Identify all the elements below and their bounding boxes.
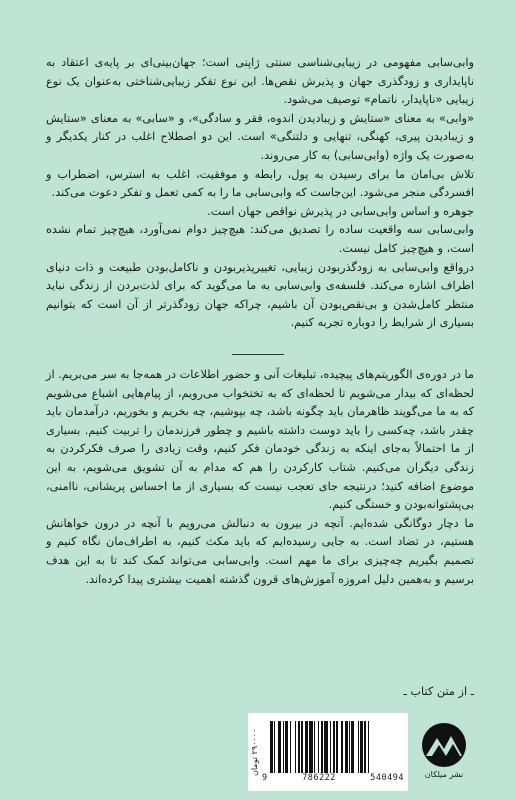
paragraph: وابی‌سابی سه واقعیت ساده را تصدیق می‌کند: هیچ‌چیز دوام نمی‌آورد، هیچ‌چیز تمام نشده است، و هیچ‌چیز کامل نیست. — [46, 223, 474, 255]
mountains-icon — [420, 722, 468, 768]
publisher-logo — [420, 722, 468, 786]
publisher-name: نشر میلکان — [424, 770, 464, 779]
intro-text-block — [46, 54, 474, 333]
excerpt-text-block — [46, 366, 474, 589]
barcode-digit-group: 9 — [262, 773, 268, 783]
barcode — [248, 713, 408, 791]
paragraph: جوهره و اساس وابی‌سابی در پذیرش نواقص جهان است. — [207, 204, 474, 218]
price-label: ۲۹۰۰۰۰ تومان — [250, 728, 259, 776]
paragraph: ما در دوره‌ی الگوریتم‌های پیچیده، تبلیغات آنی و حضور اطلاعات در همه‌جا به سر می‌بریم. از لحظه‌ای که بیدار می‌شویم تا لحظه‌ای که به تختخواب می‌رویم، از پیام‌هایی اشباع می‌شویم که به ما می‌گویند ظاهرمان باید چگونه باشد، چه بپوشیم، چه بخریم و بخوریم، درآمدمان باید چقدر باشد، چه‌کسی را باید دوست داشته باشیم و چطور فرزندمان را تربیت کنیم. بسیاری از ما احتمالاً به‌جای اینکه به زندگی خودمان فکر کنیم، وقت زیادی را صرف فکرکردن به زندگی دیگران می‌کنیم. شتاب کارکردن را هم که مدام به آن تشویق می‌شویم، به این موضوع اضافه کنید؛ درنتیجه جای تعجب نیست که بسیاری از ما احساس پریشانی، ناامنی، بی‌پشتوانه‌بودن و خستگی کنیم. — [46, 368, 474, 512]
barcode-digit-group: 540494 — [370, 773, 404, 783]
barcode-stripe — [369, 721, 372, 773]
barcode-digits — [262, 773, 404, 787]
paragraph: درواقع وابی‌سابی به زودگذربودن زیبایی، تغییرپذیربودن و ناکامل‌بودن طبیعت و ذات دنیای اطراف اشاره می‌کند. فلسفه‌ی وابی‌سابی به ما می‌گوید که برای لذت‌بردن از زندگی نباید منتظر کامل‌شدن و بی‌نقص‌بودن آن باشیم، چراکه جهان زودگذرتر از آن است که بتوانیم بسیاری از شرایط را دوباره تجربه کنیم. — [46, 260, 474, 330]
barcode-digit-group: 786222 — [302, 773, 336, 783]
source-note: ـ از متن کتاب ـ — [403, 685, 474, 698]
barcode-bars — [270, 721, 402, 773]
paragraph: ما دچار دوگانگی شده‌ایم. آنچه در بیرون به دنبالش می‌رویم با آنچه در درون خواهانش هستیم، در تضاد است. به جایی رسیده‌ایم که باید مکث کنیم، به اطراف‌مان نگاه کنیم و تصمیم بگیریم چه‌چیزی برای ما مهم است. وابی‌سابی می‌تواند کمک کند تا به این هدف برسیم و به‌همین دلیل امروزه آموزش‌های قرون گذشته اهمیت بیشتری پیدا کرده‌اند. — [46, 516, 474, 586]
paragraph: وابی‌سابی مفهومی در زیبایی‌شناسی سنتی ژاپنی است؛ جهان‌بینی‌ای بر پایه‌ی اعتقاد به ناپایداری و زودگذری جهان و پذیرش نقص‌ها. این نوع تفکر زیبایی‌شناختی به‌عنوان یک نوع زیبایی «ناپایدار، ناتمام» توصیف می‌شود. — [46, 56, 474, 107]
section-divider — [232, 354, 284, 355]
paragraph: «وابی» به معنای «ستایش و زیبادیدن اندوه، فقر و سادگی»، و «سابی» به معنای «ستایش و زیبادیدن پیری، کهنگی، تنهایی و دلتنگی» است. این دو اصطلاح اغلب در کنار یکدیگر و به‌صورت یک واژه (وابی‌سابی) به کار می‌روند. — [46, 111, 474, 162]
paragraph: تلاش بی‌امان ما برای رسیدن به پول، رابطه و موفقیت، اغلب به استرس، اضطراب و افسردگی منجر می‌شود. این‌جاست که وابی‌سابی ما را به کمی تعمل و تفکر دعوت می‌کند. — [46, 167, 474, 200]
